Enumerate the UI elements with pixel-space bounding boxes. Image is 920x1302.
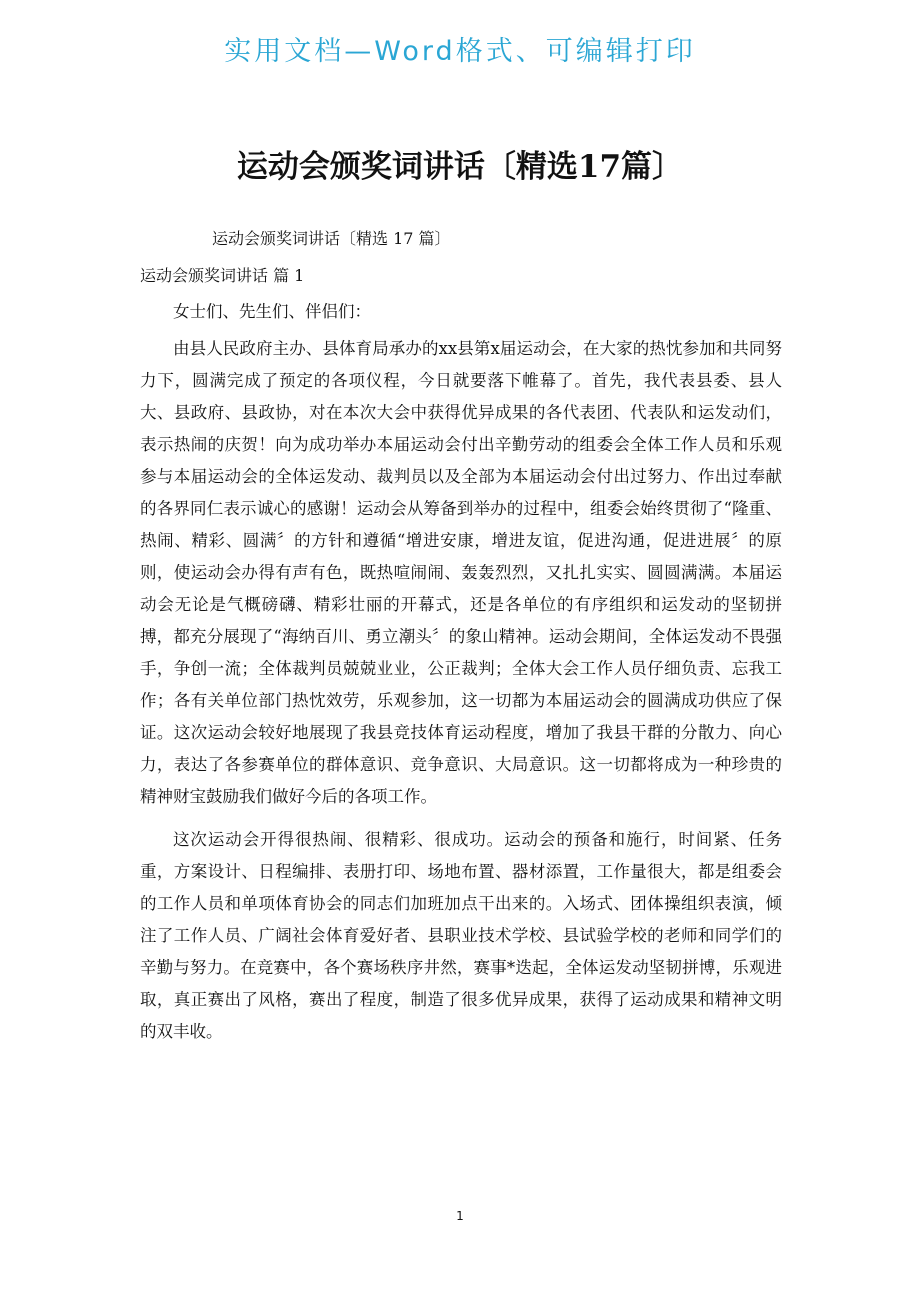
body-paragraph: 这次运动会开得很热闹、很精彩、很成功。运动会的预备和施行，时间紧、任务重，方案设计、日程编排、表册打印、场地布置、器材添置，工作量很大，都是组委会的工作人员和单项体育协会的同志们加班加点干出来的。入场式、团体操组织表演，倾注了工作人员、广阔社会体育爱好者、县职业技术学校、县试验学校的老师和同学们的辛勤与努力。在竞赛中，各个赛场秩序井然，赛事*迭起，全体运发动坚韧拼博，乐观进取，真正赛出了风格，赛出了程度，制造了很多优异成果，获得了运动成果和精神文明的双丰收。 bbox=[140, 830, 782, 1041]
body-text bbox=[140, 296, 782, 1048]
page-number: 1 bbox=[456, 1209, 464, 1223]
header-banner: 实用文档—Word格式、可编辑打印 bbox=[224, 36, 696, 67]
salutation-paragraph: 女士们、先生们、伴侣们： bbox=[173, 302, 371, 321]
section-heading: 运动会颁奖词讲话 篇 1 bbox=[140, 266, 305, 285]
document-title: 运动会颁奖词讲话〔精选17篇〕 bbox=[236, 149, 684, 185]
body-paragraph: 由县人民政府主办、县体育局承办的xx县第x届运动会，在大家的热忱参加和共同努力下，圆满完成了预定的各项仪程，今日就要落下帷幕了。首先，我代表县委、县人大、县政府、县政协，对在本次大会中获得优异成果的各代表团、代表队和运发动们，表示热闹的庆贺！向为成功举办本届运动会付出辛勤劳动的组委会全体工作人员和乐观参与本届运动会的全体运发动、裁判员以及全部为本届运动会付出过努力、作出过奉献的各界同仁表示诚心的感谢！运动会从筹备到举办的过程中，组委会始终贯彻了“隆重、热闹、精彩、圆满〞的方针和遵循“增进安康，增进友谊，促进沟通，促进进展〞的原则，使运动会办得有声有色，既热喧闹闹、轰轰烈烈，又扎扎实实、圆圆满满。本届运动会无论是气概磅礴、精彩壮丽的开幕式，还是各单位的有序组织和运发动的坚韧拼搏，都充分展现了“海纳百川、勇立潮头〞的象山精神。运动会期间，全体运发动不畏强手，争创一流；全体裁判员兢兢业业，公正裁判；全体大会工作人员仔细负责、忘我工作；各有关单位部门热忱效劳，乐观参加，这一切都为本届运动会的圆满成功供应了保证。这次运动会较好地展现了我县竞技体育运动程度，增加了我县干群的分散力、向心力，表达了各参赛单位的群体意识、竞争意识、大局意识。这一切都将成为一种珍贵的精神财宝鼓励我们做好今后的各项工作。 bbox=[140, 339, 782, 806]
document-subtitle: 运动会颁奖词讲话〔精选 17 篇〕 bbox=[212, 229, 451, 248]
